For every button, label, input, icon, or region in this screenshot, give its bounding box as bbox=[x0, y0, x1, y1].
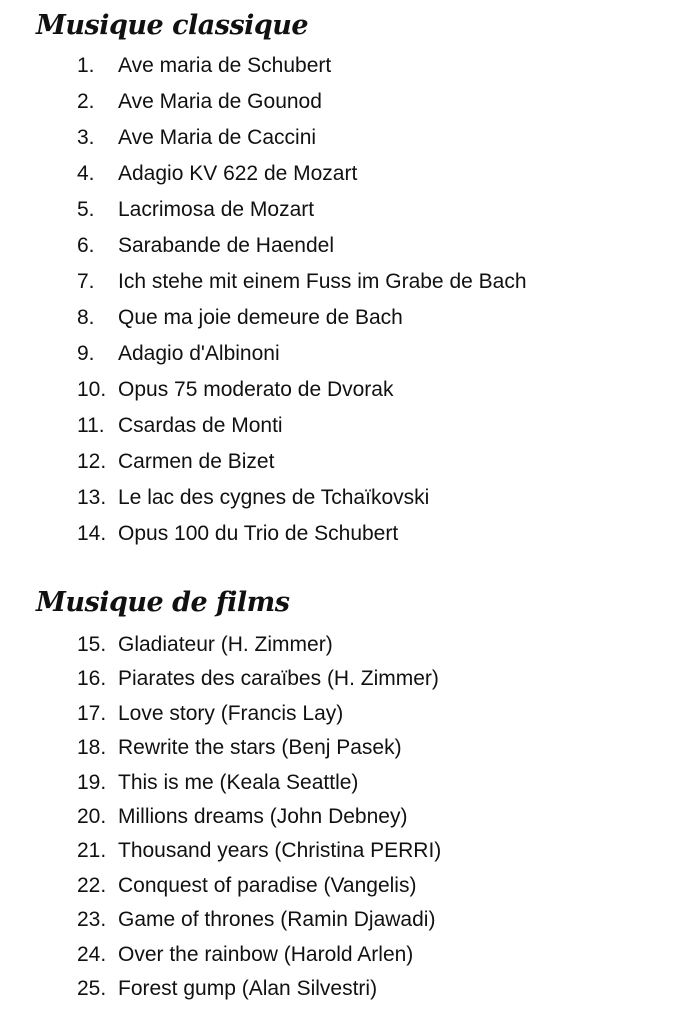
section-heading-musique-de-films: Musique de films bbox=[36, 587, 290, 618]
list-item-number: 24. bbox=[77, 942, 107, 966]
list-item-number: 19. bbox=[77, 770, 107, 794]
list-item-title: Love story (Francis Lay) bbox=[118, 701, 344, 725]
list-item-number: 22. bbox=[77, 873, 107, 897]
list-item-number: 16. bbox=[77, 667, 107, 691]
list-item-number: 5. bbox=[77, 198, 95, 221]
list-item-title: Lacrimosa de Mozart bbox=[118, 198, 315, 221]
list-item-number: 23. bbox=[77, 908, 107, 932]
list-item-title: Opus 100 du Trio de Schubert bbox=[118, 522, 399, 545]
list-item-number: 18. bbox=[77, 736, 107, 760]
list-item-title: This is me (Keala Seattle) bbox=[118, 770, 359, 794]
list-item-number: 10. bbox=[77, 378, 107, 401]
list-item-title: Opus 75 moderato de Dvorak bbox=[118, 378, 394, 401]
list-item-title: Ave Maria de Caccini bbox=[118, 126, 317, 149]
list-item-title: Forest gump (Alan Silvestri) bbox=[118, 976, 378, 1000]
list-item-title: Csardas de Monti bbox=[118, 414, 283, 437]
list-item-title: Conquest of paradise (Vangelis) bbox=[118, 873, 417, 897]
list-item-title: Millions dreams (John Debney) bbox=[118, 804, 408, 828]
list-item-title: Piarates des caraïbes (H. Zimmer) bbox=[118, 667, 439, 691]
list-item-number: 9. bbox=[77, 342, 95, 365]
list-item-title: Carmen de Bizet bbox=[118, 450, 275, 473]
list-item-title: Game of thrones (Ramin Djawadi) bbox=[118, 908, 436, 932]
list-item-number: 11. bbox=[77, 414, 105, 437]
list-item-number: 3. bbox=[77, 126, 95, 149]
list-item-title: Rewrite the stars (Benj Pasek) bbox=[118, 736, 402, 760]
list-item-number: 21. bbox=[77, 839, 107, 863]
list-item-number: 14. bbox=[77, 522, 107, 545]
list-item-number: 2. bbox=[77, 90, 95, 113]
list-item-title: Ave maria de Schubert bbox=[118, 54, 332, 77]
list-item-title: Over the rainbow (Harold Arlen) bbox=[118, 942, 414, 966]
list-item-title: Ich stehe mit einem Fuss im Grabe de Bach bbox=[118, 270, 527, 293]
list-item-number: 12. bbox=[77, 450, 107, 473]
list-item-title: Ave Maria de Gounod bbox=[118, 90, 322, 113]
list-item-number: 6. bbox=[77, 234, 95, 257]
list-item-number: 13. bbox=[77, 486, 107, 509]
list-item-title: Gladiateur (H. Zimmer) bbox=[118, 633, 333, 656]
list-item-title: Le lac des cygnes de Tchaïkovski bbox=[118, 486, 430, 509]
list-item-number: 8. bbox=[77, 306, 95, 329]
section-heading-musique-classique: Musique classique bbox=[36, 10, 309, 41]
list-item-title: Que ma joie demeure de Bach bbox=[118, 306, 403, 329]
list-item-number: 20. bbox=[77, 804, 107, 828]
list-item-number: 4. bbox=[77, 162, 95, 185]
list-item-number: 7. bbox=[77, 270, 95, 293]
list-item-number: 15. bbox=[77, 633, 107, 656]
list-item-title: Sarabande de Haendel bbox=[118, 234, 335, 257]
list-item-number: 1. bbox=[77, 54, 95, 77]
list-item-number: 17. bbox=[77, 701, 107, 725]
list-item-title: Adagio d'Albinoni bbox=[118, 342, 280, 365]
list-item-title: Adagio KV 622 de Mozart bbox=[118, 162, 358, 185]
list-item-number: 25. bbox=[77, 976, 107, 1000]
list-item-title: Thousand years (Christina PERRI) bbox=[118, 839, 442, 863]
